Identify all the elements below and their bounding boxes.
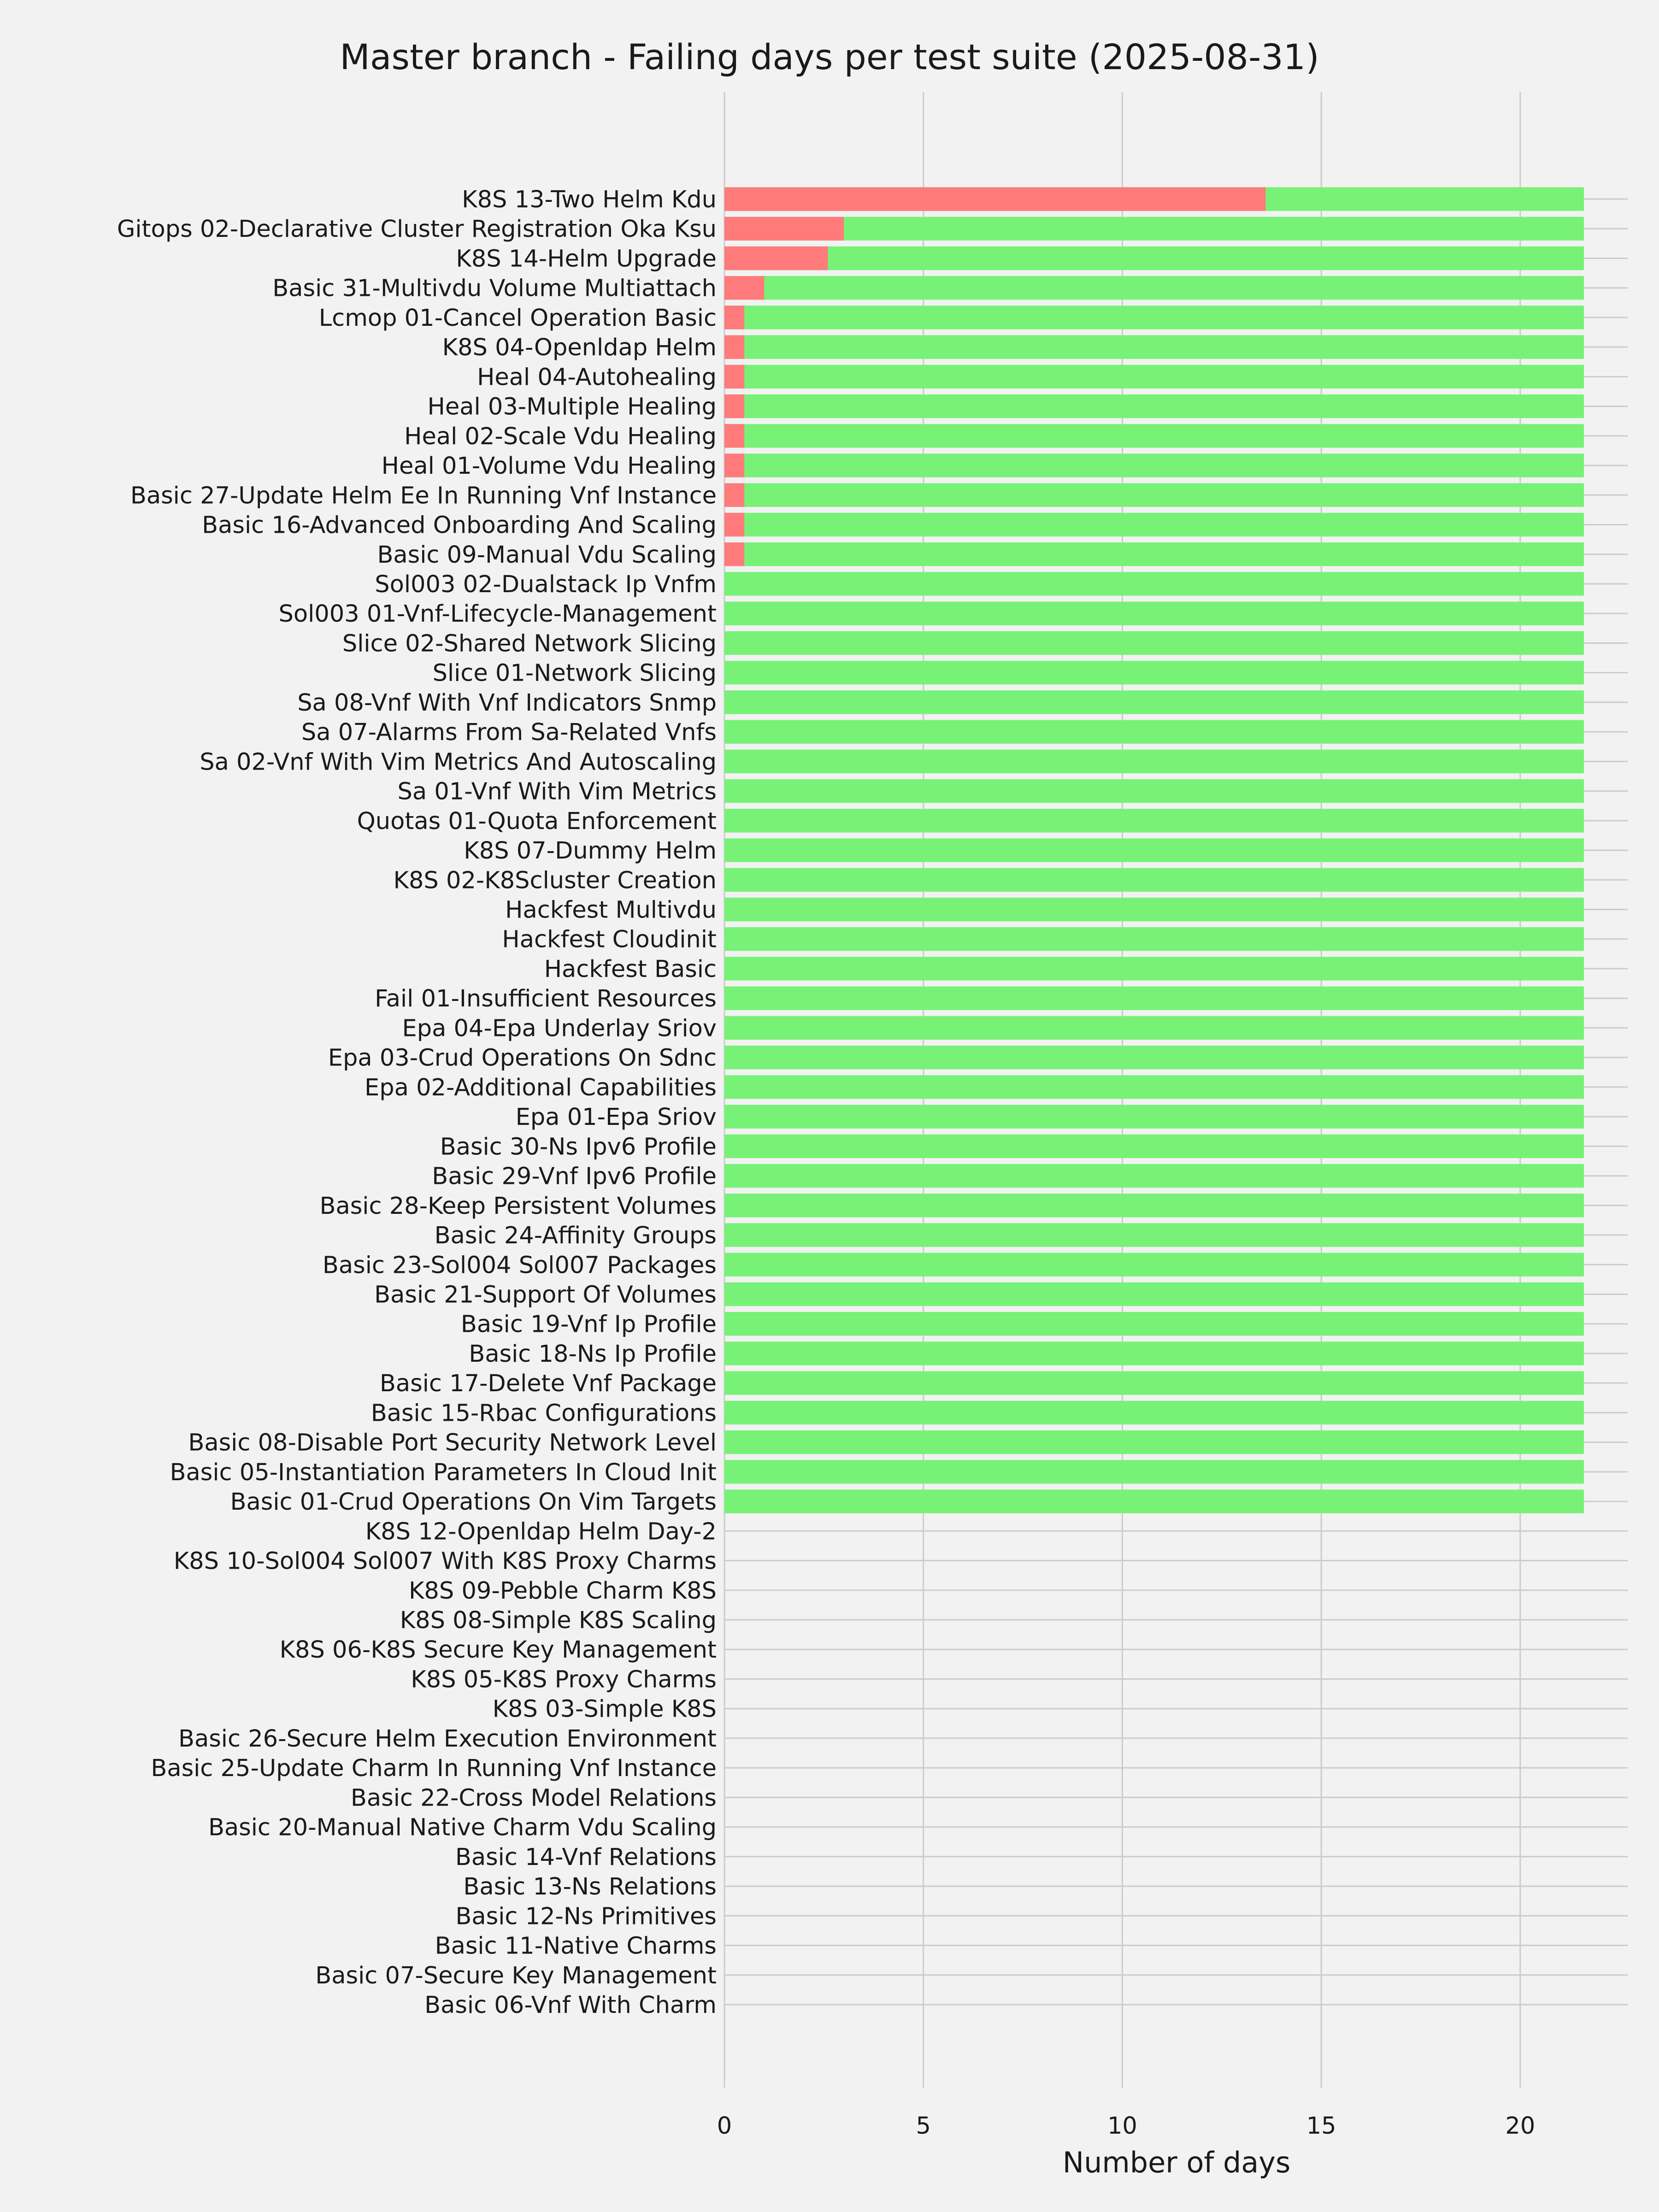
category-label: Sa 08-Vnf With Vnf Indicators Snmp	[297, 689, 717, 717]
category-label: Basic 31-Multivdu Volume Multiattach	[272, 275, 717, 302]
category-label: Epa 04-Epa Underlay Sriov	[402, 1015, 717, 1042]
category-label: Basic 12-Ns Primitives	[455, 1903, 717, 1930]
bar-failing-days	[724, 217, 844, 241]
bar-total-days	[724, 483, 1584, 507]
category-label: Sa 01-Vnf With Vim Metrics	[397, 778, 717, 806]
category-label: Basic 24-Affinity Groups	[434, 1222, 717, 1250]
category-label: Hackfest Multivdu	[505, 896, 717, 924]
bar-total-days	[724, 1223, 1584, 1247]
category-label: Sol003 01-Vnf-Lifecycle-Management	[278, 600, 717, 628]
category-label: Basic 07-Secure Key Management	[315, 1962, 717, 1989]
category-label: Sol003 02-Dualstack Ip Vnfm	[375, 571, 717, 598]
category-label: Lcmop 01-Cancel Operation Basic	[318, 304, 717, 332]
category-label: Hackfest Cloudinit	[502, 926, 717, 953]
bar-total-days	[724, 927, 1584, 951]
bar-total-days	[724, 987, 1584, 1010]
category-label: K8S 04-Openldap Helm	[442, 334, 717, 362]
bar-total-days	[724, 957, 1584, 980]
category-label: K8S 07-Dummy Helm	[464, 837, 717, 865]
category-label: Basic 05-Instantiation Parameters In Cloud Init	[170, 1459, 717, 1486]
bar-failing-days	[724, 187, 1265, 211]
x-axis-label: Number of days	[1062, 2146, 1291, 2179]
bar-failing-days	[724, 513, 744, 536]
category-label: Basic 01-Crud Operations On Vim Targets	[230, 1488, 717, 1516]
category-label: Sa 02-Vnf With Vim Metrics And Autoscaling	[200, 748, 717, 776]
bar-total-days	[724, 838, 1584, 862]
bar-total-days	[724, 779, 1584, 803]
bar-total-days	[724, 809, 1584, 832]
chart-title: Master branch - Failing days per test suite (2025-08-31)	[340, 36, 1319, 77]
category-label: K8S 13-Two Helm Kdu	[462, 186, 717, 213]
category-label: Basic 27-Update Helm Ee In Running Vnf Instance	[130, 482, 717, 510]
category-label: Basic 19-Vnf Ip Profile	[460, 1311, 717, 1338]
x-tick-label: 0	[717, 2112, 732, 2140]
category-label: K8S 10-Sol004 Sol007 With K8S Proxy Charms	[173, 1547, 717, 1575]
category-label: Basic 25-Update Charm In Running Vnf Instance	[151, 1755, 717, 1783]
category-label: Basic 23-Sol004 Sol007 Packages	[322, 1252, 717, 1279]
bar-total-days	[724, 1341, 1584, 1365]
bar-total-days	[724, 898, 1584, 921]
bar-total-days	[724, 1282, 1584, 1306]
bar-total-days	[724, 602, 1584, 625]
bar-total-days	[724, 1105, 1584, 1128]
bar-total-days	[724, 1312, 1584, 1335]
category-label: Basic 06-Vnf With Charm	[424, 1992, 717, 2019]
bar-total-days	[724, 1075, 1584, 1099]
bar-total-days	[724, 1489, 1584, 1513]
bar-layer	[724, 187, 1584, 1513]
bar-failing-days	[724, 542, 744, 566]
x-tick-label: 20	[1505, 2112, 1535, 2140]
bar-total-days	[724, 394, 1584, 418]
bar-total-days	[724, 1371, 1584, 1394]
bar-total-days	[724, 1135, 1584, 1158]
category-label: Heal 01-Volume Vdu Healing	[381, 453, 717, 480]
bar-total-days	[724, 690, 1584, 714]
category-label: Basic 29-Vnf Ipv6 Profile	[432, 1163, 717, 1190]
category-label: Basic 09-Manual Vdu Scaling	[377, 541, 717, 569]
bar-total-days	[724, 1194, 1584, 1217]
category-label: Basic 17-Delete Vnf Package	[379, 1370, 717, 1398]
category-label: K8S 06-K8S Secure Key Management	[279, 1636, 717, 1664]
category-label: Basic 28-Keep Persistent Volumes	[319, 1192, 717, 1220]
category-label: Epa 02-Additional Capabilities	[365, 1074, 717, 1101]
category-label: Hackfest Basic	[544, 955, 717, 983]
category-label: Heal 02-Scale Vdu Healing	[404, 423, 717, 450]
bar-total-days	[724, 631, 1584, 655]
category-label: Basic 20-Manual Native Charm Vdu Scaling	[208, 1814, 717, 1841]
bar-total-days	[724, 217, 1584, 241]
bar-total-days	[724, 1460, 1584, 1483]
category-label: Basic 11-Native Charms	[435, 1932, 717, 1960]
category-label: Basic 22-Cross Model Relations	[350, 1784, 717, 1812]
bar-total-days	[724, 1401, 1584, 1424]
bar-total-days	[724, 276, 1584, 300]
category-label: Basic 30-Ns Ipv6 Profile	[440, 1133, 717, 1161]
bar-total-days	[724, 750, 1584, 773]
bar-total-days	[724, 513, 1584, 536]
category-label: Heal 04-Autohealing	[477, 364, 717, 391]
category-label: Basic 13-Ns Relations	[463, 1873, 717, 1901]
bar-total-days	[724, 542, 1584, 566]
x-tick-label: 5	[916, 2112, 931, 2140]
category-label: Gitops 02-Declarative Cluster Registration Oka Ksu	[117, 216, 717, 243]
bar-failing-days	[724, 424, 744, 447]
category-label: Slice 01-Network Slicing	[432, 659, 717, 687]
category-label: Epa 01-Epa Sriov	[515, 1104, 717, 1131]
category-label: Quotas 01-Quota Enforcement	[357, 807, 717, 835]
category-label: Basic 21-Support Of Volumes	[374, 1281, 717, 1309]
bar-failing-days	[724, 394, 744, 418]
category-label: Basic 08-Disable Port Security Network Level	[188, 1429, 717, 1457]
bar-failing-days	[724, 453, 744, 477]
category-label: K8S 14-Helm Upgrade	[456, 245, 717, 273]
category-label: K8S 05-K8S Proxy Charms	[411, 1666, 717, 1694]
category-label: K8S 02-K8Scluster Creation	[393, 867, 717, 894]
x-tick-label: 10	[1107, 2112, 1137, 2140]
bar-failing-days	[724, 276, 764, 300]
bar-total-days	[724, 661, 1584, 684]
category-label: Basic 15-Rbac Configurations	[371, 1400, 717, 1427]
bar-total-days	[724, 1253, 1584, 1277]
category-label: Basic 18-Ns Ip Profile	[469, 1340, 717, 1368]
category-label: K8S 12-Openldap Helm Day-2	[365, 1518, 717, 1546]
bar-total-days	[724, 247, 1584, 270]
category-label: Fail 01-Insufficient Resources	[375, 985, 717, 1013]
bar-total-days	[724, 365, 1584, 388]
bar-failing-days	[724, 247, 828, 270]
bar-total-days	[724, 572, 1584, 595]
bar-total-days	[724, 868, 1584, 892]
category-label: K8S 03-Simple K8S	[492, 1695, 717, 1723]
category-label: Heal 03-Multiple Healing	[427, 393, 717, 421]
bar-total-days	[724, 720, 1584, 743]
category-label: K8S 08-Simple K8S Scaling	[400, 1607, 717, 1635]
bar-failing-days	[724, 365, 744, 388]
bar-failing-days	[724, 306, 744, 329]
bar-total-days	[724, 1016, 1584, 1040]
category-label: Epa 03-Crud Operations On Sdnc	[328, 1044, 717, 1072]
category-label: Basic 26-Secure Helm Execution Environment	[178, 1725, 717, 1753]
category-label: Basic 14-Vnf Relations	[455, 1843, 717, 1871]
category-label: Slice 02-Shared Network Slicing	[342, 630, 717, 658]
bar-total-days	[724, 424, 1584, 447]
category-label: Sa 07-Alarms From Sa-Related Vnfs	[301, 719, 717, 747]
x-tick-label: 15	[1306, 2112, 1336, 2140]
bar-failing-days	[724, 483, 744, 507]
bar-total-days	[724, 1046, 1584, 1069]
category-label: K8S 09-Pebble Charm K8S	[408, 1577, 717, 1605]
bar-total-days	[724, 335, 1584, 359]
bar-total-days	[724, 453, 1584, 477]
category-label: Basic 16-Advanced Onboarding And Scaling	[202, 512, 717, 539]
bar-total-days	[724, 1430, 1584, 1454]
bar-total-days	[724, 1164, 1584, 1188]
bar-failing-days	[724, 335, 744, 359]
bar-total-days	[724, 306, 1584, 329]
